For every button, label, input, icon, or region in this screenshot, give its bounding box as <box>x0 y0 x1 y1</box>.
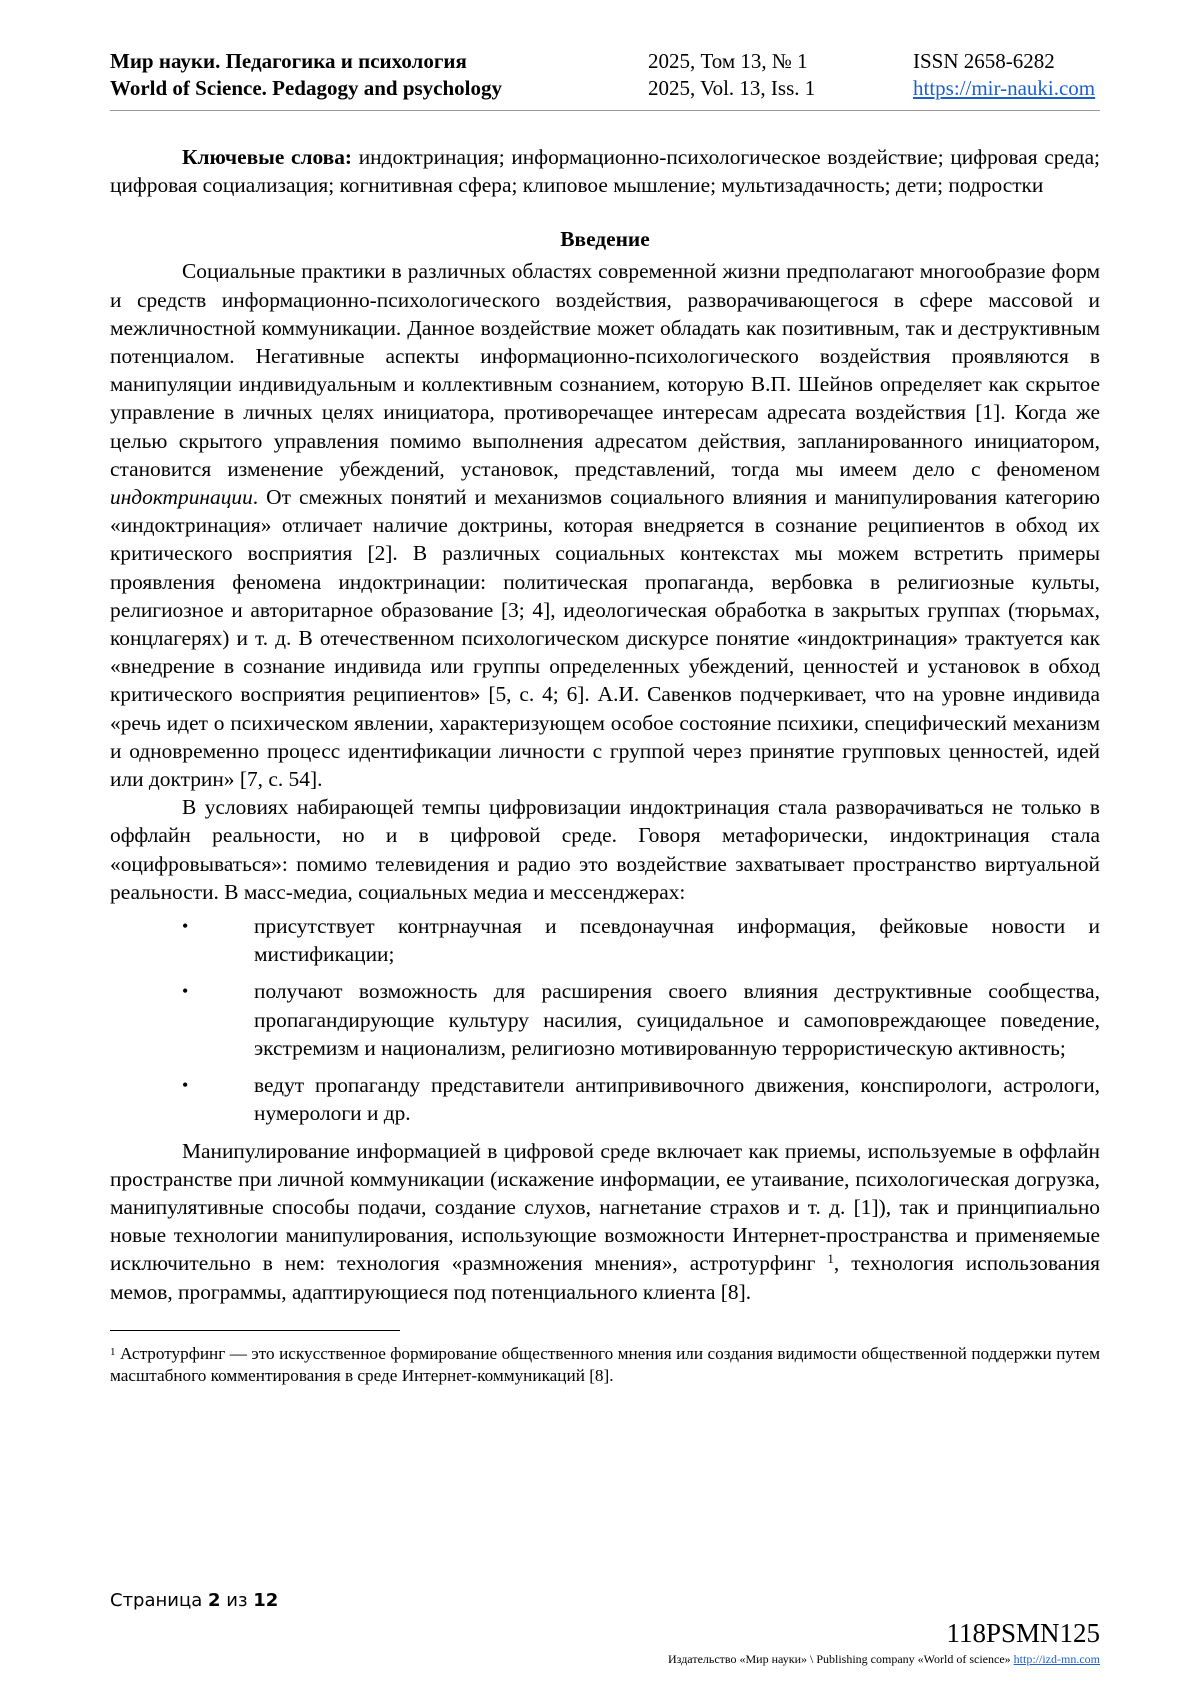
footnote-text: Астротурфинг — это искусственное формирование общественного мнения или создания видимости общественной поддержки путем масштабного комментирования в среде Интернет-коммуникаций [8]. <box>110 1343 1101 1385</box>
paragraph-3-text-a: Манипулирование информацией в цифровой среде включает как приемы, используемые в оффлайн пространстве при личной коммуникации (искажение информации, ее утаивание, психологическая догрузка, манипулятивные способы подачи, создание слухов, нагнетание страхов и т. д. [1]), так и принципиально новые технологии манипулирования, использующие возможности Интернет-пространства и применяемые исключительно в нем: технология «размножения мнения», астротурфинг <box>110 1138 1100 1276</box>
keywords-label: Ключевые слова: <box>182 145 353 169</box>
article-code: 118PSMN125 <box>946 1618 1100 1648</box>
keywords-text: индоктринация; информационно-психологическое воздействие; цифровая среда; цифровая социализация; когнитивная сфера; клиповое мышление; мультизадачность; дети; подростки <box>110 145 1101 198</box>
paragraph-2: В условиях набирающей темпы цифровизации индоктринация стала разворачиваться не только в оффлайн реальности, но и в цифровой среде. Говоря метафорически, индоктринация стала «оцифровываться»: помимо телевидения и радио это воздействие захватывает пространство виртуальной реальности. В масс-медиа, социальных медиа и мессенджерах: <box>110 795 1100 904</box>
footnote-divider <box>110 1330 400 1331</box>
bullet-icon: • <box>182 981 189 1002</box>
footnote-mark: 1 <box>110 1345 116 1358</box>
bullet-icon: • <box>182 1075 189 1096</box>
journal-title-en: World of Science. Pedagogy and psychology <box>110 76 503 100</box>
publisher-text: Издательство «Мир науки» \ Publishing company «World of science» <box>668 1652 1011 1666</box>
list-item-text: ведут пропаганду представители антипрививочного движения, конспирологи, астрологи, нумерологи и др. <box>254 1073 1100 1126</box>
running-header <box>110 48 1100 111</box>
issue-ru: 2025, Том 13, № 1 <box>648 49 808 73</box>
page-number <box>110 1590 278 1611</box>
issue-info <box>648 48 815 102</box>
publisher-line <box>668 1652 1100 1667</box>
paragraph-3 <box>110 1137 1100 1306</box>
journal-url-link[interactable]: https://mir-nauki.com <box>913 76 1096 100</box>
issn: ISSN 2658-6282 <box>913 49 1055 73</box>
page-of: из <box>226 1590 248 1611</box>
page <box>110 48 1100 1387</box>
keywords <box>110 143 1100 199</box>
page-total: 12 <box>253 1590 279 1611</box>
list-item-text: присутствует контрнаучная и псевдонаучная информация, фейковые новости и мистификации; <box>254 914 1100 967</box>
paragraph-1-text-a: Социальные практики в различных областях современной жизни предполагают многообразие форм и средств информационно-психологического воздействия, разворачивающегося в сфере массовой и межличностной коммуникации. Данное воздействие может обладать как позитивным, так и деструктивным потенциалом. Негативные аспекты информационно-психологического воздействия проявляются в манипуляции индивидуальным и коллективным сознанием, которую В.П. Шейнов определяет как скрытое управление в личных целях инициатора, противоречащее интересам адресата воздействия [1]. Когда же целью скрытого управления помимо выполнения адресатом действия, запланированного инициатором, становится изменение убеждений, установок, представлений, тогда мы имеем дело с феноменом <box>110 259 1100 481</box>
bullet-icon: • <box>182 916 189 937</box>
list-item-text: получают возможность для расширения своего влияния деструктивные сообщества, пропагандирующие культуру насилия, суицидальное и самоповреждающее поведение, экстремизм и национализм, религиозно мотивированную террористическую активность; <box>254 979 1100 1060</box>
paragraph-1-italic: индоктринации <box>110 485 253 510</box>
issn-block <box>913 48 1095 102</box>
list-item <box>110 977 1100 1062</box>
journal-title-ru: Мир науки. Педагогика и психология <box>110 49 467 73</box>
page-current: 2 <box>208 1590 221 1611</box>
section-title: Введение <box>560 227 650 252</box>
bullet-list <box>110 912 1100 1127</box>
paragraph-3-text-b: , технология использования мемов, программы, адаптирующиеся под потенциального клиента [8]. <box>110 1251 1101 1304</box>
paragraph-1 <box>110 257 1100 793</box>
issue-en: 2025, Vol. 13, Iss. 1 <box>648 76 816 100</box>
list-item <box>110 1071 1100 1127</box>
publisher-link[interactable]: http://izd-mn.com <box>1013 1652 1100 1666</box>
footnote-reference[interactable]: 1 <box>827 1251 834 1267</box>
paragraph-1-text-b: . От смежных понятий и механизмов социального влияния и манипулирования категорию «индоктринация» отличает наличие доктрины, которая внедряется в сознание реципиентов в обход их критического восприятия [2]. В различных социальных контекстах мы можем встретить примеры проявления феномена индоктринации: политическая пропаганда, вербовка в религиозные культы, религиозное и авторитарное образование [3; 4], идеологическая обработка в закрытых группах (тюрьмах, концлагерях) и т. д. В отечественном психологическом дискурсе понятие «индоктринация» трактуется как «внедрение в сознание индивида или группы определенных убеждений, ценностей и установок в обход критического восприятия реципиентов» [5, с. 4; 6]. А.И. Савенков подчеркивает, что на уровне индивида «речь идет о психическом явлении, характеризующем особое состояние психики, специфический механизм и одновременно процесс идентификации личности с группой через принятие групповых ценностей, идей или доктрин» [7, с. 54]. <box>110 485 1100 792</box>
page-word: Страница <box>110 1590 203 1611</box>
list-item <box>110 912 1100 968</box>
footnote <box>110 1343 1100 1387</box>
article-body <box>110 257 1100 1305</box>
journal-title <box>110 48 502 102</box>
